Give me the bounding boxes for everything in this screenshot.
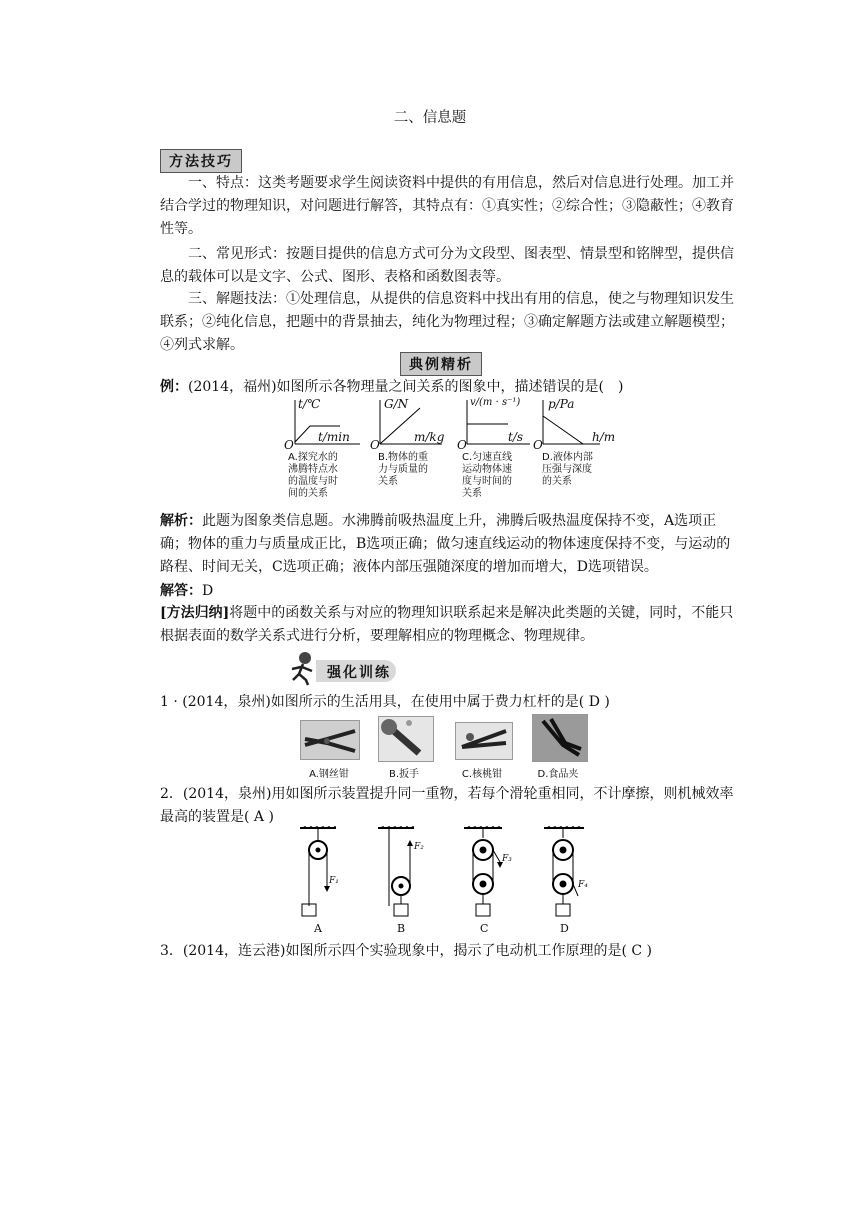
analysis-paragraph [160,510,740,579]
photo-wrench [378,716,434,762]
graph-b-origin: O [370,438,380,452]
force-f2: F₂ [414,842,424,852]
summary-label: [方法归纳] [160,605,230,621]
q1-caption-a: A.钢丝钳 [309,769,349,780]
summary-paragraph [160,602,740,648]
runner-icon [288,650,318,686]
q1-caption-d: D.食品夹 [537,769,579,780]
graph-a-caption: A.探究水的 沸腾特点水 的温度与时 间的关系 [288,452,338,499]
pulley-label-d: D [560,922,569,935]
graph-b-ylabel: G/N [384,397,409,411]
example-prefix: 例： [160,379,188,395]
question-2: 2．(2014，泉州)用如图所示装置提升同一重物，若每个滑轮重相同，不计摩擦，则机械效率最高的装置是( A ) [160,786,734,825]
example-label: 典例精析 [400,352,482,376]
photo-food-tongs [532,714,588,762]
answer-value: D [202,583,214,599]
graph-d-origin: O [533,438,543,452]
summary-text: 将题中的函数关系与对应的物理知识联系起来是解决此类题的关键，同时，不能只根据表面的数学关系式进行分析，要理解相应的物理概念、物理规律。 [160,605,734,644]
method-paragraph-1: 一、特点：这类考题要求学生阅读资料中提供的有用信息，然后对信息进行处理。加工并结合学过的物理知识，对问题进行解答，其特点有：①真实性；②综合性；③隐蔽性；④教育性等。 [160,175,734,237]
force-f3: F₃ [502,854,512,864]
pulley-diagrams [286,826,596,918]
question-1: 1 · (2014，泉州)如图所示的生活用具，在使用中属于费力杠杆的是( D ) [160,694,610,710]
force-f1: F₁ [329,876,339,886]
graph-b-xlabel: m/kg [414,430,445,444]
pulley-label-b: B [397,922,406,935]
analysis-text: 此题为图象类信息题。水沸腾前吸热温度上升，沸腾后吸热温度保持不变，A选项正确；物体的重力与质量成正比，B选项正确；做匀速直线运动的物体速度保持不变，与运动的路程、时间无关，C选项正确；液体内部压强随深度的增加而增大，D选项错误。 [160,513,731,575]
graph-d-caption: D.液体内部 压强与深度 的关系 [542,452,593,487]
example-question: (2014，福州)如图所示各物理量之间关系的图象中，描述错误的是( ) [188,379,624,395]
graph-a-ylabel: t/℃ [298,397,321,411]
photo-nutcracker [455,722,513,760]
method-label: 方法技巧 [160,149,242,173]
photo-pliers [300,720,360,760]
method-paragraph-3: 三、解题技法：①处理信息，从提供的信息资料中找出有用的信息，使之与物理知识发生联系；②纯化信息，把题中的背景抽去，纯化为物理过程；③确定解题方法或建立解题模型；④列式求解。 [160,291,734,353]
section-title: 二、信息题 [393,110,467,126]
q1-caption-c: C.核桃钳 [461,769,503,780]
pulley-label-c: C [480,922,489,935]
graph-a-xlabel: t/min [318,430,350,444]
graph-a-origin: O [284,438,294,452]
analysis-label: 解析： [160,513,202,529]
force-f4: F₄ [578,880,588,890]
method-paragraph-2: 二、常见形式：按题目提供的信息方式可分为文段型、图表型、情景型和铭牌型，提供信息的载体可以是文字、公式、图形、表格和函数图表等。 [160,246,734,285]
answer-line [160,580,740,603]
practice-label: 强化训练 [327,665,391,681]
answer-label: 解答： [160,583,202,599]
question-3: 3．(2014，连云港)如图所示四个实验现象中，揭示了电动机工作原理的是( C ) [160,943,652,959]
graph-b-caption: B.物体的重 力与质量的 关系 [378,452,429,487]
graph-d-ylabel: p/Pa [548,397,575,411]
graph-c-caption: C.匀速直线 运动物体速 度与时间的 关系 [462,452,513,499]
graph-c-origin: O [457,438,467,452]
pulley-label-a: A [314,922,322,935]
graph-d-xlabel: h/m [592,430,616,444]
graph-c-xlabel: t/s [508,430,524,444]
graph-c-ylabel: v/(m · s⁻¹) [470,397,521,408]
q1-caption-b: B.扳手 [388,769,420,780]
